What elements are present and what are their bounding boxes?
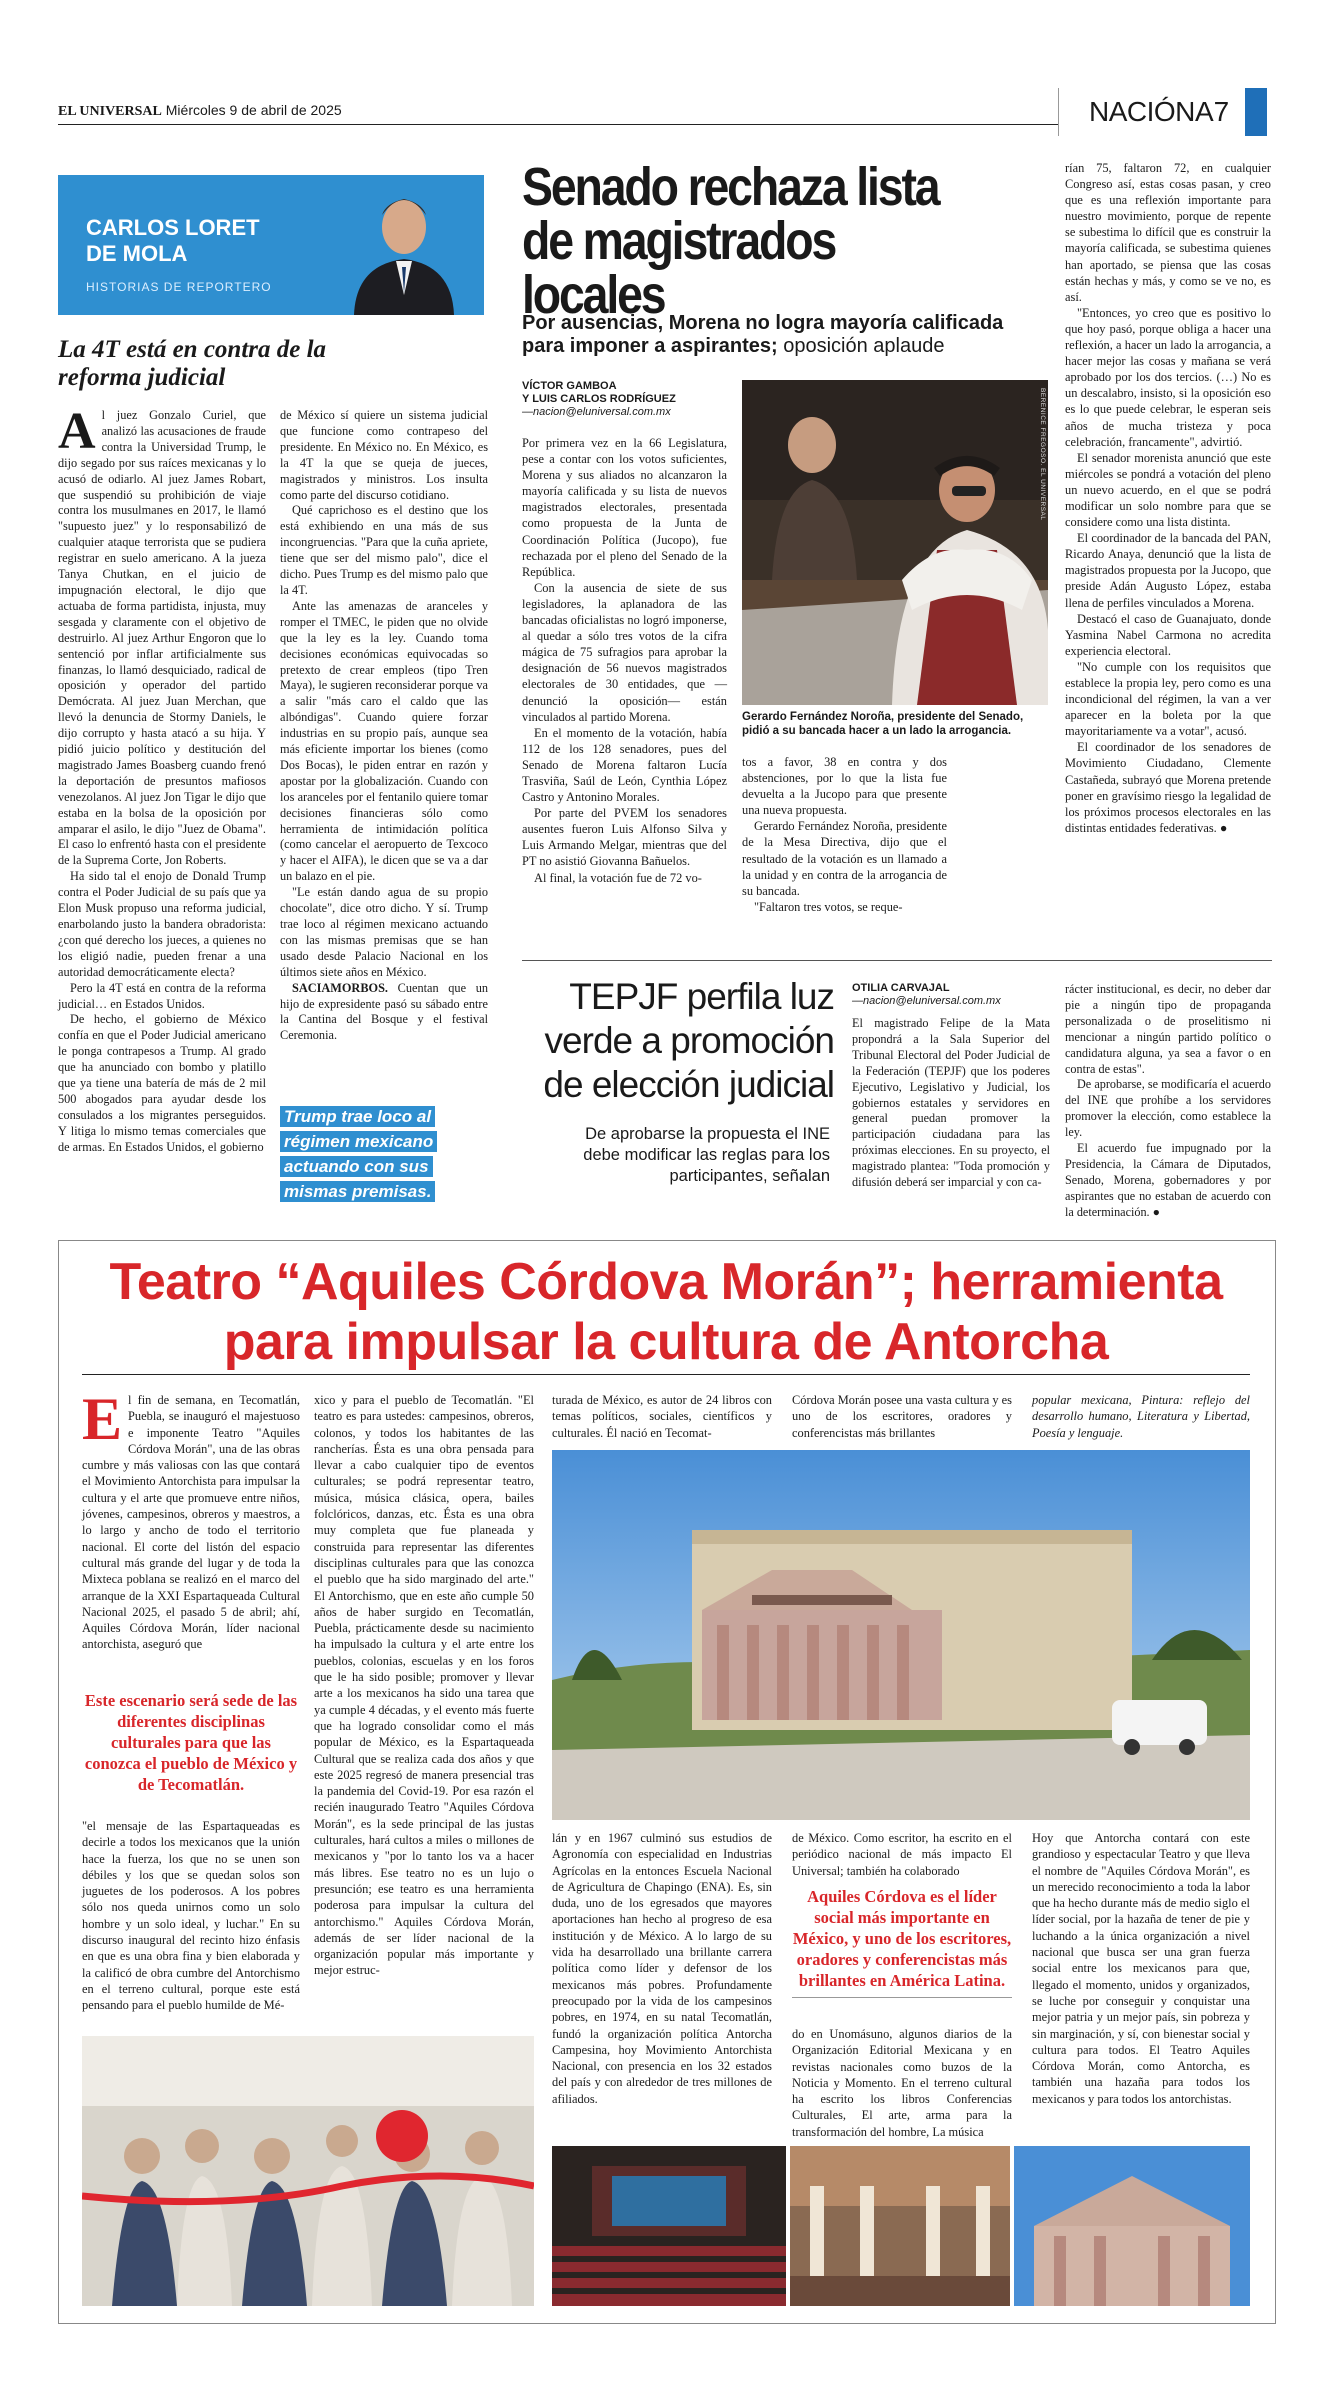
tepjf-deck: De aprobarse la propuesta el INE debe modificar las reglas para los participantes, señalan	[583, 1125, 830, 1185]
auditorium-photo	[552, 2146, 786, 2306]
issue-date: Miércoles 9 de abril de 2025	[165, 102, 342, 118]
ribbon-cutting-photo	[82, 2036, 534, 2306]
col1-para: De hecho, el gobierno de México confía en que el Poder Judicial americano le ponga contrapesos a Trump. Al grado que ha anunciado con bombo y platillo que ya tiene una batería de más de 2 mil 500 abogados para ayudar desde los consulados a los migrantes perseguidos. Y litiga lo mismo temas comerciales que de armas. En Estados Unidos, el gobierno	[58, 1012, 266, 1154]
page-number: A7	[1195, 96, 1230, 127]
ribbon-image	[82, 2036, 534, 2306]
teatro-col4	[792, 1392, 1012, 1441]
teatro-para: popular mexicana, Pintura: reflejo del desarrollo humano, Literatura y Libertad, Poesía y lenguaje.	[1032, 1393, 1250, 1440]
senado-para: Por primera vez en la 66 Legislatura, pese a contar con los votos suficientes, Morena y sus aliados no alcanzaron la mayoría calificada y su lista de nuevos magistrados electorales, presentada como propuesta de la Junta de Coordinación Política (Jucopo), fue rechazada por el pleno del Senado de la República.	[522, 436, 727, 579]
senado-para: rían 75, faltaron 72, en cualquier Congreso así, estas cosas pasan, y creo que es una reflexión importante para nuestro movimiento, porque de repente se subestima lo difícil que es construir la mayoría calificada, se subestima quienes han aportado, se piensa que las cosas están hechas y más, y como se ve no, es así.	[1065, 161, 1271, 304]
col1-para: l juez Gonzalo Curiel, que analizó las acusaciones de fraude contra la Universidad Trump, le dijo segado por sus raíces mexicanas y lo acusó de odiarlo. Al juez James Robart, que suspendió su prohibición de viaje contra los musulmanes en 2017, le llamó "supuesto juez" y lo responsabilizó de cualquier ataque terrorista que se pudiera registrar en suelo americano. A la jueza Tanya Chutkan, en el juicio de impugnación electoral, le dijo que actuaba de forma partidista, injusta, muy sesgada y claramente con el objetivo de destruirlo. Al juez Arthur Engoron que lo sentenció por inflar artificialmente sus finanzas, lo llamó desquiciado, radical de oposición y operador del partido Demócrata. Al juez Juan Merchan, que llevó la denuncia de Stormy Daniels, le dijo corrupto y hasta atacó a su hija. Y pidió juicio político y destitución del magistrado James Boasberg cuando frenó la deportación de presuntos mafiosos venezolanos. Al juez Jon Tigar le dijo que estaba en la bolsa de la oposición por amparar el asilo, le dijo "Juez de Obama". El caso lo enfrentó hasta con el presidente de la Suprema Corte, Jon Roberts.	[58, 408, 266, 868]
teatro-para: Córdova Morán posee una vasta cultura y es uno de los escritores, oradores y conferencistas más brillantes	[792, 1393, 1012, 1440]
senado-para: Gerardo Fernández Noroña, presidente de la Mesa Directiva, dijo que el resultado de la votación es un llamado a la unidad y en contra de la arrogancia de su bancada.	[742, 819, 947, 898]
col2-para: Qué caprichoso es el destino que los está exhibiendo en una más de sus incongruencias. "Para que la cuña apriete, tiene que ser del mismo palo", dice el dicho. Pues Trump es del mismo palo que la 4T.	[280, 503, 488, 597]
dropcap-e: E	[82, 1386, 123, 1452]
tepjf-col1	[852, 1016, 1050, 1191]
tepjf-email: —nacion@eluniversal.com.mx	[852, 995, 1001, 1007]
teatro-col2	[314, 1392, 534, 1979]
tepjf-para: El acuerdo fue impugnado por la Presidencia, la Cámara de Diputados, Senado, Morena, gobernadores y por aspirantes que no estaban de acuerdo con la determinación. ●	[1065, 1141, 1271, 1219]
senado-para: El coordinador de la bancada del PAN, Ricardo Anaya, denunció que la lista de magistrados propuesta por la Jucopo, que preside Adán Augusto López, estaba llena de perfiles vinculados a Morena.	[1065, 531, 1271, 610]
senado-para: Con la ausencia de siete de sus legisladores, la aplanadora de las bancadas oficialistas no logró imponerse, al quedar a sólo tres votos de la cifra mágica de 75 sufragios para aprobar la designación de 56 nuevos magistrados electorales de 30 entidades, que —denunció la oposición— están vinculados al partido Morena.	[522, 580, 727, 724]
senado-col3	[1065, 160, 1271, 836]
teatro-col1b	[82, 1818, 300, 2014]
columnist-portrait	[334, 175, 474, 315]
masthead	[58, 102, 342, 120]
paper-name: EL UNIVERSAL	[58, 104, 162, 119]
teatro-col1	[82, 1386, 300, 1653]
col2-para: "Le están dando agua de su propio chocolate", dice otro dicho. Y sí. Trump trae loco al régimen mexicano actuando con las mismas premisas que se han usado desde Palacio Nacional en los últimos siete años en México.	[280, 885, 488, 979]
teatro-pullquote-2: Aquiles Córdova es el líder social más importante en México, y uno de los escritores, oradores y conferencistas más brillantes en América Latina.	[792, 1886, 1012, 1998]
teatro-headline-line2: para impulsar la cultura de Antorcha	[223, 1313, 1109, 1371]
dropcap-a: A	[58, 403, 96, 460]
teatro-col4b-top	[792, 1830, 1012, 1879]
section-box	[1058, 88, 1267, 136]
teatro-para: xico y para el pueblo de Tecomatlán. "El teatro es para ustedes: campesinos, obreros, colonos, y todos los habitantes de las rancherías. Ésta es una obra pensada para llevar a cabo cualquier tipo de eventos culturales; se podrá representar teatro, música, música clásica, opera, bailes folclóricos, danzas, etc. Ésta es una obra muy completa que fue planeada y construida para representar las diferentes disciplinas culturales para que las conozca el pueblo que ha sido marginado del arte." El Antorchismo, que en este año cumple 50 años de haber surgido en Tecomatlán, Puebla, prácticamente desde su nacimiento ha impulsado la cultura y el arte entre los pueblos, colonias, escuelas y en los foros que le ha sido posible; promover y llevar arte a los mexicanos ha sido una tarea que ya cumple 4 décadas, y el evento más fuerte que ha logrado consolidar como el más popular de México, es la Espartaqueada Cultural que se realiza cada dos años y que este 2025 regresó de manera presencial tras la pandemia del Covid-19. Por esa razón el recién inaugurado Teatro "Aquiles Córdova Morán", es la sede principal de las justas culturales, hará cultos a miles o millones de mexicanos y "por lo tanto los va a hacer más libres. Ese teatro no es un lujo o presunción; ese teatro es una herramienta poderosa para impulsar la cultura del antorchismo." Aquiles Córdova Morán, además de ser líder nacional de la organización popular más importante y mejor estruc-	[314, 1393, 534, 1978]
pullquote-text: Trump trae loco al régimen mexicano actuando con sus mismas premisas.	[280, 1106, 437, 1202]
byline-email: —nacion@eluniversal.com.mx	[522, 406, 671, 418]
senate-photo-image	[742, 380, 1048, 705]
teatro-headline-line1: Teatro “Aquiles Córdova Morán”; herramienta	[109, 1253, 1223, 1311]
teatro-headline	[70, 1252, 1262, 1372]
teatro-col5b	[1032, 1830, 1250, 2107]
senado-deck	[522, 312, 1042, 358]
senado-para: "Entonces, yo creo que es positivo lo que hoy pasó, porque obliga a hacer una reflexión, a hacer un lado la arrogancia, a hacer mejor las cosas y mañana se verá aprobado por los dos tercios. (…) No es un descalabro, insisto, si la oposición eso es lo que puede celebrar, le esperan seis años de mucha tristeza y poca celebración, francamente", advirtió.	[1065, 305, 1271, 449]
senado-para: El coordinador de los senadores de Movimiento Ciudadano, Clemente Castañeda, subrayó que Morena pretende poner en gravísimo riesgo la legalidad de los próximos procesos electorales en las distintas entidades federativas. ●	[1065, 740, 1271, 835]
senado-para: Destacó el caso de Guanajuato, donde Yasmina Nabel Carmona no acredita experiencia electoral.	[1065, 611, 1271, 658]
section-label: NACIÓN	[1089, 96, 1195, 127]
column-body-col1	[58, 403, 266, 1156]
column-title: La 4T está en contra de la reforma judicial	[58, 336, 327, 391]
teatro-col4b	[792, 2026, 1012, 2140]
deck-light: oposición aplaude	[783, 335, 945, 357]
facade-image	[1014, 2146, 1250, 2306]
tepjf-para: De aprobarse, se modificaría el acuerdo del INE que prohíbe a los servidores promover la elección, como establece la ley.	[1065, 1077, 1271, 1140]
teatro-building-photo	[552, 1450, 1250, 1820]
teatro-col3	[552, 1392, 772, 1441]
tepjf-para: El magistrado Felipe de la Mata propondrá a la Sala Superior del Tribunal Electoral del Poder Judicial de la Federación (TEPJF) que los poderes Ejecutivo, Legislativo y Judicial, los gobiernos estatales y servidores en general puedan promover la participación ciudadana para las próximas elecciones. En su proyecto, el magistrado plantea: "Toda promoción y difusión deberá ser imparcial y con ca-	[852, 1016, 1050, 1190]
col2-para: de México sí quiere un sistema judicial que funcione como contrapeso del presidente. En México no. En México, es la 4T la que se queja de jueces, magistrados y ministros. Los insulta como parte del discurso cotidiano.	[280, 408, 488, 502]
senado-para: "Faltaron tres votos, se reque-	[754, 899, 903, 914]
senado-col1	[522, 435, 727, 886]
auditorium-image	[552, 2146, 786, 2306]
senado-headline: Senado rechaza lista de magistrados locales	[522, 157, 939, 325]
interior-image	[790, 2146, 1010, 2306]
senado-para: tos a favor, 38 en contra y dos abstenciones, por lo que la lista fue devuelta a la Jucopo para que presente una nueva propuesta.	[742, 755, 947, 818]
teatro-col5	[1032, 1392, 1250, 1441]
senado-byline	[522, 380, 742, 419]
column-body-col2	[280, 408, 488, 1044]
teatro-para: turada de México, es autor de 24 libros con temas políticos, sociales, científicos y culturales. Él nació en Tecomat-	[552, 1393, 772, 1440]
teatro-para: l fin de semana, en Tecomatlán, Puebla, se inauguró el majestuoso e imponente Teatro "Aquiles Córdova Morán", una de las obras cumbre y más valiosas con las que contará el Movimiento Antorchista para impulsar la cultura y el arte que promueve entre niños, jóvenes, campesinos, obreros y maestros, a lo largo y ancho de todo el territorio nacional. El corte del listón del espacio cultural más grande del lugar y de toda la Mixteca poblana se realizó en el marco del arranque de la XXI Espartaqueada Cultural Nacional 2025, el pasado 5 de abril; ahí, Aquiles Córdova Morán, líder nacional antorchista, aseguró que	[82, 1393, 300, 1652]
column-pullquote	[280, 1104, 460, 1204]
col2-kicker-para	[280, 981, 488, 1045]
teatro-para: lán y en 1967 culminó sus estudios de Agronomía con especialidad en Industrias Agrícolas en la entonces Escuela Nacional de Agricultura de Chapingo (ENA). Es, sin duda, uno de los egresados que mayores aportaciones han hecho al progreso de esa institución y de México. A lo largo de su vida ha desarrollado una brillante carrera política como líder y defensor de los mexicanos más pobres. Profundamente preocupado por la vida de los campesinos pobres, en 1974, en su natal Tecomatlán, fundó la organización política Antorcha Campesina, hoy Movimiento Antorchista Nacional, con presencia en los 32 estados del país y con alrededor de tres millones de afiliados.	[552, 1831, 772, 2106]
tepjf-rule	[522, 960, 1272, 961]
teatro-para: "el mensaje de las Espartaqueadas es decirle a todos los mexicanos que la unión hace la fuerza, los que no se unen son débiles y los que se quedan solos son juguetes de los poderosos. A los pobres sólo nos queda unirnos como un solo hombre y un solo ideal, y luchar." En su discurso inaugural del recinto hizo énfasis en que es una obra fina y bien elaborada y la calificó de obra cumbre del Antorchismo en el terreno cultural, porque este está pensando para el pueblo humilde de Mé-	[82, 1819, 300, 2013]
tepjf-headline: TEPJF perfila luz verde a promoción de elección judicial	[543, 976, 834, 1105]
columnist-name: CARLOS LORET DE MOLA	[86, 215, 260, 266]
theatre-image	[552, 1450, 1250, 1820]
teatro-pullquote-1: Este escenario será sede de las diferentes disciplinas culturales para que las conozca el pueblo de México y de Tecomatlán.	[84, 1691, 298, 1794]
tepjf-para: rácter institucional, es decir, no deber dar pie a ningún tipo de propaganda personalizada o de proselitismo ni mencionar a ningún partido político o candidatura alguna, ya sea a favor o en contra de estas".	[1065, 982, 1271, 1076]
col2-para: Ante las amenazas de aranceles y romper el TMEC, le piden que no olvide que la ley es la ley. Cuando toma decisiones económicas equivocadas so pretexto de crear empleos (tipo Tren Maya), le sugieren reconsiderar porque va a salir "más caro el caldo que las albóndigas". Cuando quiere forzar industrias en su propio país, aunque sea más eficiente importar los bienes (como Dos Bocas), le piden entrar en razón y apostar por la globalización. Cuando con los aranceles por el fentanilo quiere tomar decisiones financieras sólo como herramienta de intimidación política (como cancelar el aeropuerto de Texcoco y hacer el AIFA), le dicen que se va a dar un balazo en el pie.	[280, 598, 488, 884]
teatro-col3b	[552, 1830, 772, 2107]
byline-line1: VÍCTOR GAMBOA	[522, 380, 617, 392]
teatro-para: de México. Como escritor, ha escrito en el periódico nacional de más impacto El Universal; también ha colaborado	[792, 1831, 1012, 1878]
tepjf-author: OTILIA CARVAJAL	[852, 982, 950, 994]
teatro-para: do en Unomásuno, algunos diarios de la Organización Editorial Mexicana y en revistas nacionales como buzos de la Noticia y Momento. En el terreno cultural ha escrito los libros Conferencias Culturales, El arte, arma para la transformación del hombre, La música	[792, 2027, 1012, 2139]
senado-para: En el momento de la votación, había 112 de los 128 senadores, pues del Senado de Morena faltaron Lucía Trasviña, Saúl de León, Cynthia López Castro y Antonino Morales.	[522, 725, 727, 805]
tepjf-col2	[1065, 982, 1271, 1221]
facade-detail-photo	[1014, 2146, 1250, 2306]
teatro-rule	[82, 1374, 1250, 1375]
senado-para: Al final, la votación fue de 72 vo-	[534, 870, 702, 885]
teatro-para: Hoy que Antorcha contará con este grandioso y espectacular Teatro y que lleva el nombre de "Aquiles Córdova Morán", es un merecido reconocimiento a toda la labor que ha hecho durante más de medio siglo el líder social, por la hazaña de tener de pie y luchando a la única organización a nivel nacional que busca ser una gran fuerza social entre los mexicanos para que, llegado el momento, unidos y organizados, se luche por conseguir y conquistar una mejor patria y un mejor país, sin pobreza y sin marginación, y sí, con bienestar social y cultura para todos. El Teatro Aquiles Córdova Morán, como Antorcha, es también una hazaña para todos los mexicanos y para todos los antorchistas.	[1032, 1831, 1250, 2106]
section-accent	[1245, 88, 1267, 136]
header-rule	[58, 124, 1058, 125]
senado-para: El senador morenista anunció que este miércoles se pondrá a votación del pleno un nuevo acuerdo, en el que se podrá modificar un solo nombre para que se considere como una lista distinta.	[1065, 450, 1271, 530]
kicker-label: SACIAMORBOS.	[292, 980, 388, 995]
interior-hall-photo	[790, 2146, 1010, 2306]
senado-photo	[742, 380, 1048, 705]
col1-para: Pero la 4T está en contra de la reforma judicial… en Estados Unidos.	[58, 980, 266, 1011]
senado-caption: Gerardo Fernández Noroña, presidente del Senado, pidió a su bancada hacer a un lado la arrogancia.	[742, 711, 1024, 737]
senado-col2	[742, 754, 947, 915]
kicker-text: Cuentan que un hijo de expresidente pasó su sábado entre la Cantina del Bosque y el festival Ceremonia.	[280, 980, 488, 1043]
column-name: HISTORIAS DE REPORTERO	[86, 280, 272, 294]
deck-bold: Por ausencias, Morena no logra mayoría calificada para imponer a aspirantes;	[522, 312, 1004, 357]
photo-credit: BERENICE FREGOSO. EL UNIVERSAL	[1039, 388, 1046, 521]
col1-para: Ha sido tal el enojo de Donald Trump contra el Poder Judicial de su país que ya Elon Musk propuso una reforma judicial, enarbolando justo la bandera obradorista: ¿con qué derecho los jueces, a quienes no los eligió nadie, pueden frenar a una autoridad democráticamente electa?	[58, 869, 266, 979]
columnist-banner	[58, 175, 484, 315]
byline-line2: Y LUIS CARLOS RODRÍGUEZ	[522, 393, 676, 405]
tepjf-byline	[852, 982, 1052, 1008]
senado-para: "No cumple con los requisitos que establece la propia ley, pero como es una incondicional del régimen, la van a ver aparecer en la boleta por la que mayoritariamente va a votar", acusó.	[1065, 659, 1271, 739]
senado-para: Por parte del PVEM los senadores ausentes fueron Luis Alfonso Silva y Luis Armando Melgar, mientras que del PT no asistió Giovanna Bañuelos.	[522, 806, 727, 869]
